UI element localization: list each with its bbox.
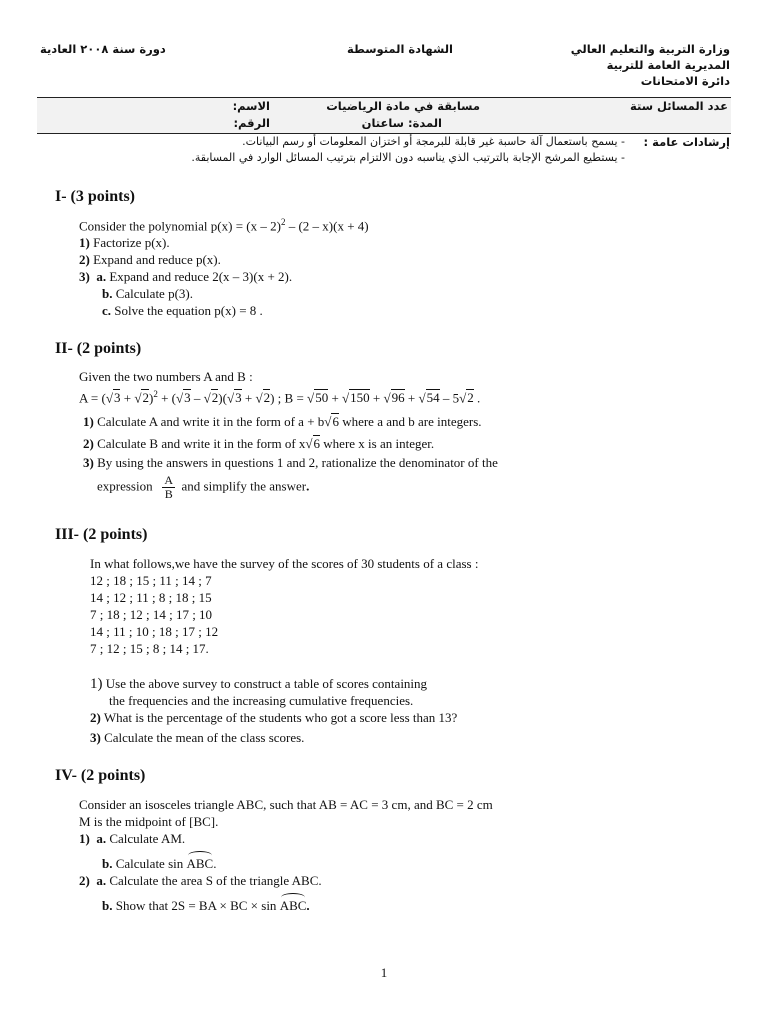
section-2-title: II- (2 points) [55,340,142,357]
section-2-q3-expression: expression $\frac{A}{B}$ and simplify the answer. [97,473,310,501]
section-4-intro-1: Consider an isosceles triangle ABC, such that AB = AC = 3 cm, and BC = 2 cm [79,797,493,812]
exam-subject: مسابقة في مادة الرياضيات [326,99,480,113]
angle-abc-arc: ABC [186,856,214,871]
session-title: دورة سنة ٢٠٠٨ العادية [40,42,166,56]
section-2-q1: 1) Calculate A and write it in the form of a + b√6 where a and b are integers. [83,414,482,429]
section-3-q1-cont: the frequencies and the increasing cumulative frequencies. [109,693,414,708]
survey-row: 7 ; 18 ; 12 ; 14 ; 17 ; 10 [90,607,213,622]
certificate-title: الشهادة المتوسطة [347,42,453,56]
section-3-q2: 2) What is the percentage of the students who got a score less than 13? [90,710,458,725]
survey-row: 7 ; 12 ; 15 ; 8 ; 14 ; 17. [90,641,209,656]
section-2-intro: Given the two numbers A and B : [79,369,253,384]
section-1-q1: 1) Factorize p(x). [79,235,170,250]
section-1-q3b: b. Calculate p(3). [102,286,193,301]
section-2-q3: 3) By using the answers in questions 1 and 2, rationalize the denominator of the [83,455,498,470]
number-label: الرقم: [233,116,270,130]
instruction-1: - يسمح باستعمال آلة حاسبة غير قابلة للبرمجة أو اختزان المعلومات أو رسم البيانات. [242,135,625,148]
section-1-q2: 2) Expand and reduce p(x). [79,252,221,267]
instruction-2: - يستطيع المرشح الإجابة بالترتيب الذي يناسبه دون الالتزام بترتيب المسائل الوارد في المسابقة. [191,151,625,164]
survey-row: 12 ; 18 ; 15 ; 11 ; 14 ; 7 [90,573,212,588]
section-3-intro: In what follows,we have the survey of the scores of 30 students of a class : [90,556,479,571]
section-3-q3: 3) Calculate the mean of the class scores. [90,730,305,745]
section-3-q1: 1) Use the above survey to construct a table of scores containing [90,676,428,692]
section-2-q2: 2) Calculate B and write it in the form of x√6 where x is an integer. [83,436,435,451]
page-number: 1 [380,965,388,980]
survey-row: 14 ; 12 ; 11 ; 8 ; 18 ; 15 [90,590,212,605]
problems-count: عدد المسائل ستة [630,99,728,113]
section-1-q3c: c. Solve the equation p(x) = 8 . [102,303,263,318]
section-4-title: IV- (2 points) [55,767,146,784]
angle-abc-arc: ABC [279,898,307,913]
section-1-q3a: 3) a. Expand and reduce 2(x – 3)(x + 2). [79,269,293,284]
fraction-a-over-b: $\frac{A}{B}$ [164,473,174,501]
name-label: الاسم: [232,99,270,113]
section-1-title: I- (3 points) [55,188,136,205]
section-4-q2b: b. Show that 2S = BA × BC × sin ABC. [102,898,310,913]
instructions-title: إرشادات عامة : [643,135,730,149]
directorate-title: المديرية العامة للتربية [606,58,730,72]
section-2-expressions: $A = (√3 + √2)^2 + (√3 - √2)(√3 + √2)$ ; B = √50 + √150 + √96 + √54 – 5√2 . [79,389,481,406]
section-4-q1a: 1) a. Calculate AM. [79,831,186,846]
survey-row: 14 ; 11 ; 10 ; 18 ; 17 ; 12 [90,624,219,639]
section-4-q2a: 2) a. Calculate the area S of the triangle ABC. [79,873,322,888]
section-4-q1b: b. Calculate sin ABC. [102,856,217,871]
ministry-title: وزارة التربية والتعليم العالي [570,42,730,56]
section-3-title: III- (2 points) [55,526,148,543]
exam-duration: المدة: ساعتان [361,116,442,130]
section-1-intro: Consider the polynomial p(x) = (x – 2)$^2$ – (2 – x)(x + 4) [79,217,369,234]
department-title: دائرة الامتحانات [640,74,730,88]
section-4-intro-2: M is the midpoint of [BC]. [79,814,219,829]
